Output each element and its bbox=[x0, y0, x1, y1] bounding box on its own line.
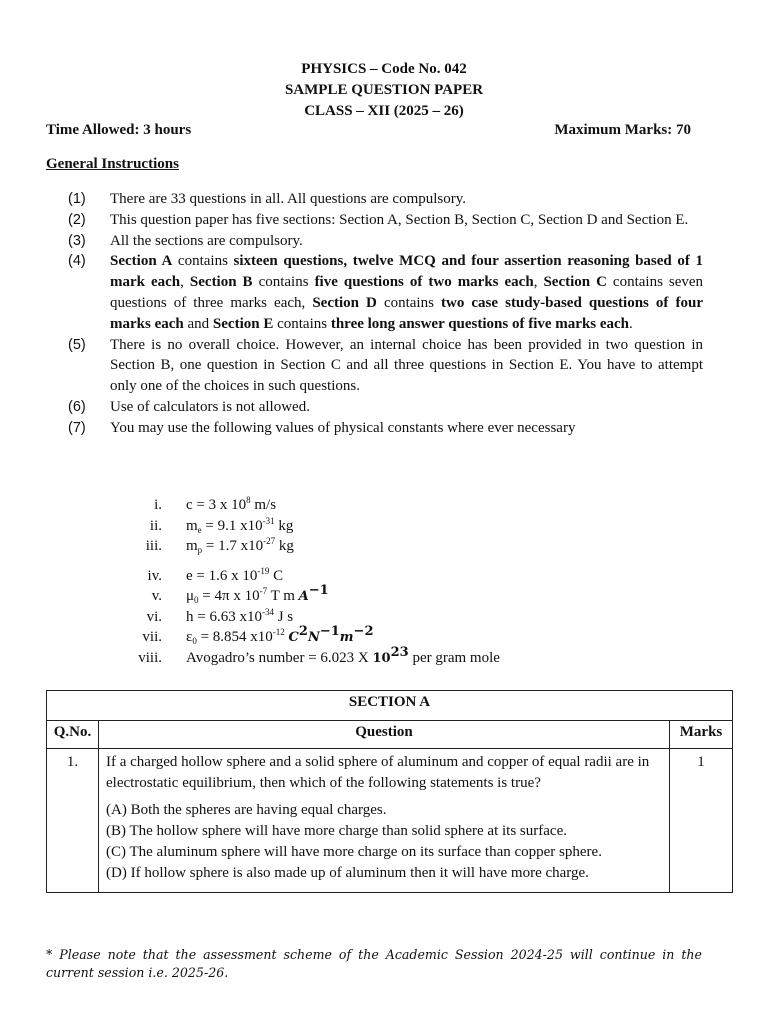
constant-item bbox=[0, 583, 768, 607]
text-run: μ bbox=[186, 588, 195, 604]
paper-class: CLASS – XII (2025 – 26) bbox=[304, 103, 464, 119]
text-run: m bbox=[186, 517, 198, 534]
exponent: −2 bbox=[353, 624, 374, 639]
question-number: 1. bbox=[47, 749, 99, 893]
instruction-item bbox=[0, 397, 768, 418]
text-run: h = 6.63 x10 bbox=[186, 608, 262, 625]
instruction-number: (5) bbox=[68, 336, 86, 353]
text-run: T m bbox=[267, 588, 299, 604]
option-a: (A) Both the spheres are having equal charges. bbox=[106, 802, 387, 818]
paper-subtitle: SAMPLE QUESTION PAPER bbox=[284, 82, 484, 98]
instruction-text-sections bbox=[110, 251, 703, 334]
instruction-item bbox=[0, 210, 768, 231]
text-run: = 9.1 x10 bbox=[201, 517, 263, 534]
text-run: m bbox=[186, 538, 198, 554]
instruction-number: (2) bbox=[68, 211, 86, 228]
constant-numeral: ii. bbox=[149, 517, 162, 534]
instruction-item bbox=[0, 231, 768, 252]
instruction-number: (4) bbox=[68, 253, 86, 270]
subscript: e bbox=[197, 524, 202, 535]
constant-item bbox=[0, 624, 768, 648]
column-header-question: Question bbox=[99, 721, 670, 749]
instruction-text: All the sections are compulsory. bbox=[110, 232, 303, 249]
time-allowed: Time Allowed: 3 hours bbox=[46, 122, 192, 138]
constant-numeral: vii. bbox=[142, 629, 162, 645]
section-label: Section B bbox=[189, 274, 253, 291]
math-symbol: 10 bbox=[372, 650, 391, 666]
text-run: , bbox=[533, 274, 544, 291]
instruction-item bbox=[0, 251, 768, 334]
emphasis-text: five questions of two marks each bbox=[314, 274, 534, 291]
section-label: Section D bbox=[312, 294, 377, 311]
emphasis-text: two case study-based questions of four marks each bbox=[110, 294, 703, 332]
physical-constants-list bbox=[0, 495, 768, 668]
text-run: . bbox=[629, 315, 633, 332]
option-b: (B) The hollow sphere will have more charge than solid sphere at its surface. bbox=[106, 823, 567, 839]
option-c: (C) The aluminum sphere will have more charge on its surface than copper sphere. bbox=[106, 844, 602, 860]
exponent: 8 bbox=[246, 495, 251, 505]
text-run: kg bbox=[274, 517, 294, 534]
exponent: −1 bbox=[308, 583, 329, 598]
text-run: contains seven questions of three marks each, bbox=[110, 274, 704, 311]
constant-item bbox=[0, 644, 768, 669]
paper-title: PHYSICS – Code No. 042 bbox=[301, 61, 467, 77]
math-symbol: m bbox=[339, 630, 354, 645]
text-run: Avogadro’s number = 6.023 X bbox=[186, 649, 373, 666]
constant-value bbox=[186, 536, 294, 557]
column-header-marks: Marks bbox=[670, 721, 733, 749]
subscript: 0 bbox=[194, 595, 199, 605]
question-row bbox=[47, 749, 733, 893]
constant-numeral: v. bbox=[151, 588, 162, 604]
option-d: (D) If hollow sphere is also made up of aluminum then it will have more charge. bbox=[106, 865, 589, 881]
math-symbol: N bbox=[307, 630, 320, 645]
text-run: e = 1.6 x 10 bbox=[186, 567, 258, 584]
exponent: 2 bbox=[298, 624, 308, 639]
constant-value bbox=[186, 644, 500, 670]
instruction-text: There is no overall choice. However, an internal choice has been provided in two question in Section B, one question in Section C and all three questions in Section E. You have to attempt only one of the choices in such questions. bbox=[110, 336, 703, 395]
subscript: 0 bbox=[192, 636, 197, 646]
text-run: , bbox=[180, 274, 190, 291]
constant-item bbox=[0, 566, 768, 587]
text-run: m/s bbox=[250, 497, 277, 513]
constant-numeral: iii. bbox=[145, 538, 162, 554]
text-run: contains bbox=[376, 294, 441, 311]
question-marks: 1 bbox=[670, 749, 733, 893]
exponent: -34 bbox=[261, 606, 274, 617]
text-run: c = 3 x 10 bbox=[186, 497, 247, 513]
text-run: contains bbox=[273, 315, 331, 332]
instruction-text: There are 33 questions in all. All questions are compulsory. bbox=[110, 191, 467, 207]
exponent: 23 bbox=[390, 644, 409, 660]
section-label: Section C bbox=[543, 274, 607, 291]
section-a-table bbox=[46, 690, 733, 893]
assessment-note: * Please note that the assessment scheme of the Academic Session 2024-25 will continue in the current session i.e. 2025-26. bbox=[46, 947, 702, 980]
instruction-item bbox=[0, 335, 768, 397]
constant-value bbox=[186, 566, 283, 587]
text-run: per gram mole bbox=[408, 649, 500, 666]
instruction-number: (6) bbox=[68, 398, 86, 415]
text-run: contains bbox=[172, 253, 234, 270]
emphasis-text: sixteen questions, twelve MCQ and four assertion reasoning based of 1 mark each bbox=[110, 253, 703, 291]
constant-item bbox=[0, 516, 768, 537]
exponent: -19 bbox=[257, 565, 270, 576]
question-text: If a charged hollow sphere and a solid sphere of aluminum and copper of equal radii are in electrostatic equilibrium, then which of the following statements is true? bbox=[106, 754, 650, 791]
exponent: -7 bbox=[259, 586, 268, 596]
instruction-item bbox=[0, 418, 768, 439]
constant-value bbox=[186, 583, 329, 608]
constant-numeral: i. bbox=[154, 497, 162, 513]
instruction-number: (1) bbox=[68, 191, 86, 207]
instruction-text: You may use the following values of physical constants where ever necessary bbox=[110, 419, 576, 436]
constant-value bbox=[186, 495, 276, 516]
instructions-list bbox=[0, 189, 768, 439]
section-label: Section E bbox=[212, 315, 274, 332]
text-run: and bbox=[183, 315, 213, 332]
section-label: Section A bbox=[110, 253, 173, 270]
constant-value bbox=[186, 516, 293, 537]
constant-item bbox=[0, 495, 768, 516]
constant-numeral: vi. bbox=[146, 608, 162, 625]
emphasis-text: three long answer questions of five marks each bbox=[330, 315, 630, 332]
text-run: contains bbox=[252, 274, 315, 291]
constant-value bbox=[186, 607, 293, 628]
general-instructions-heading: General Instructions bbox=[46, 156, 179, 172]
text-run: = 4π x 10 bbox=[198, 588, 260, 604]
instruction-item bbox=[0, 189, 768, 210]
exponent: -27 bbox=[263, 536, 276, 546]
instruction-text: This question paper has five sections: Section A, Section B, Section C, Section D and Section E. bbox=[110, 211, 689, 228]
instruction-number: (7) bbox=[68, 419, 86, 436]
math-symbol: C bbox=[288, 630, 299, 645]
text-run: = 1.7 x10 bbox=[202, 538, 264, 554]
maximum-marks: Maximum Marks: 70 bbox=[554, 122, 691, 138]
constant-value bbox=[186, 624, 374, 649]
column-header-qno: Q.No. bbox=[47, 721, 99, 749]
question-cell bbox=[99, 749, 670, 893]
exponent: −1 bbox=[319, 624, 340, 639]
constant-item bbox=[0, 607, 768, 628]
exponent: -31 bbox=[262, 515, 275, 526]
instruction-text: Use of calculators is not allowed. bbox=[110, 398, 310, 415]
text-run: ε bbox=[186, 629, 193, 645]
text-run: = 8.854 x10 bbox=[196, 629, 273, 645]
constant-numeral: viii. bbox=[138, 649, 162, 666]
math-symbol: A bbox=[298, 589, 309, 604]
constant-item bbox=[0, 536, 768, 557]
text-run: J s bbox=[273, 608, 294, 625]
exponent: -12 bbox=[272, 627, 285, 637]
section-title: SECTION A bbox=[47, 691, 733, 721]
constant-numeral: iv. bbox=[147, 567, 162, 584]
text-run: C bbox=[269, 567, 284, 584]
subscript: p bbox=[197, 545, 203, 555]
instruction-number: (3) bbox=[68, 232, 86, 249]
text-run: kg bbox=[275, 538, 294, 554]
options-list bbox=[106, 800, 665, 884]
